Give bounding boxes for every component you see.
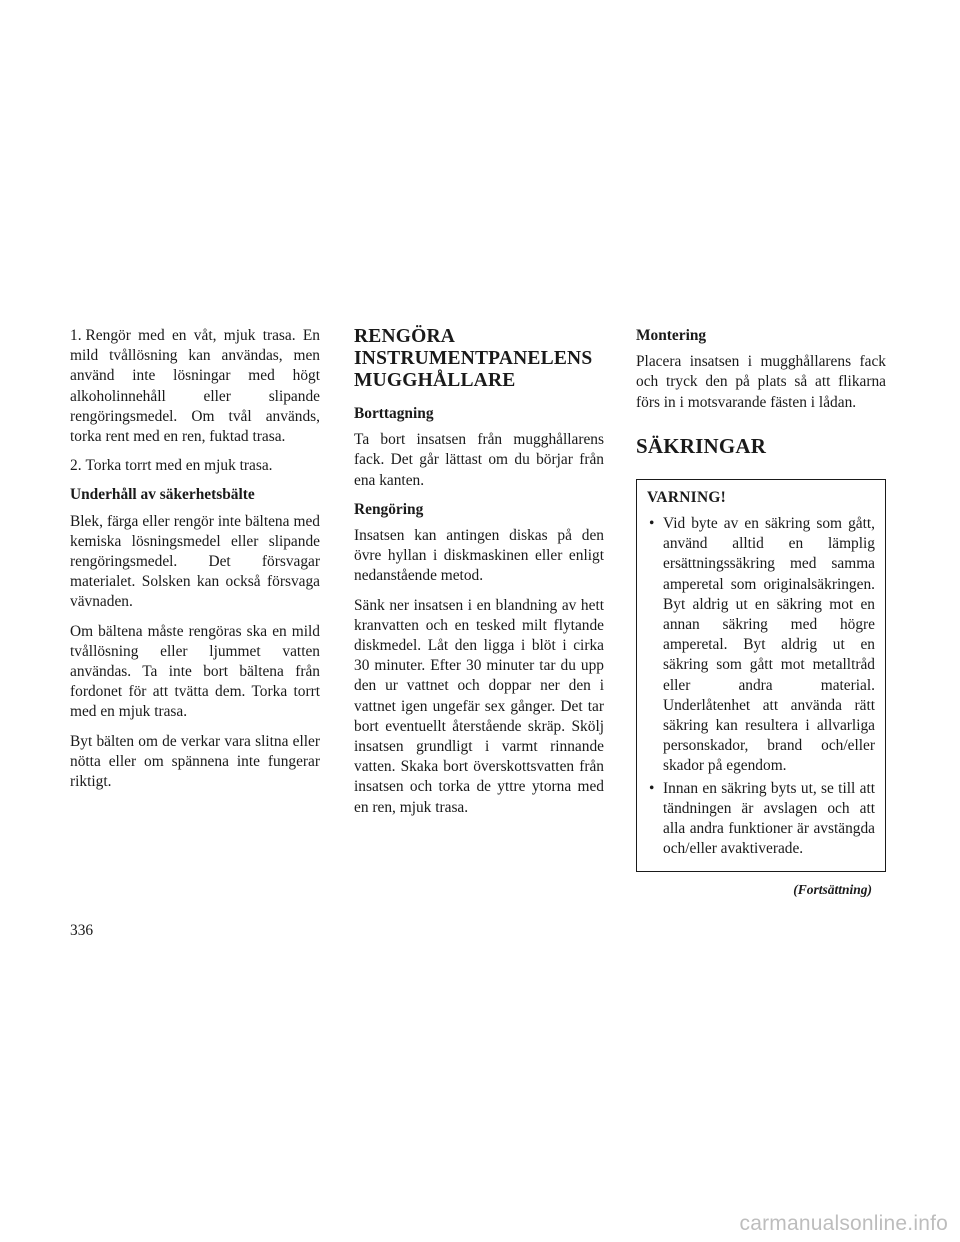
cleaning-paragraph-2: Sänk ner insatsen i en blandning av hett kranvatten och en tesked milt flytande diskmedel. Låt den ligga i blöt i cirka 30 minuter. Efter 30 minuter tar du upp den ur vattnet och doppar ner den i vattnet igen ungefär sex gånger. Det tar bort eventuellt återstående skräp. Skölj insatsen grundligt i varmt rinnande vatten. Skaka bort överskottsvatten från insatsen och torka de yttre ytorna med en ren, mjuk trasa. [354,596,604,816]
belt-paragraph-1: Blek, färga eller rengör inte bältena med kemiska lösningsmedel eller slipande rengöringsmedel. Det försvagar materialet. Solsken kan också försvaga vävnaden. [70,512,320,611]
watermark: carmanualsonline.info [739,1212,948,1235]
removal-heading: Borttagning [354,405,434,422]
mounting-paragraph: Placera insatsen i mugghållarens fack och tryck den på plats så att flikarna förs in i motsvarande fästen i lådan. [636,353,886,411]
bullet-icon: • [649,779,655,797]
step-1-number: 1. [70,327,82,344]
right-column [636,326,886,901]
warning-item-text: Vid byte av en säkring som gått, använd alltid en lämplig ersättningssäkring med samma amperetal som originalsäkringen. Byt aldrig ut en säkring mot en annan säkring med högre amperetal. Byt aldrig ut en säkring som gått mot metalltråd eller andra material. Underlåtenhet att använda rätt säkring kan resultera i allvarliga personskador, brand och/eller skador på egendom. [663,515,875,775]
cleaning-paragraph-1: Insatsen kan antingen diskas på den övre hyllan i diskmaskinen eller enligt nedanstående metod. [354,527,604,585]
cupholder-section-title: RENGÖRA INSTRUMENTPANELENS MUGGHÅLLARE [354,326,593,391]
belt-paragraph-2: Om bältena måste rengöras ska en mild tvållösning eller ljummet vatten användas. Ta inte bort bältena från fordonet för att tvätta dem. Torka torrt med en mjuk trasa. [70,622,320,721]
warning-item-text: Innan en säkring byts ut, se till att tändningen är avslagen och att alla andra funktioner är avstängda och/eller avaktiverade. [663,779,875,858]
belt-maintenance-heading: Underhåll av säkerhetsbälte [70,486,255,504]
bullet-icon: • [649,515,655,533]
fuses-section-title: SÄKRINGAR [636,433,767,458]
step-2-number: 2. [70,457,82,475]
mounting-heading: Montering [636,327,707,344]
step-2 [70,456,320,476]
step-1-text: Rengör med en våt, mjuk trasa. En mild tvållösning kan användas, men använd inte lösningar med högt alkoholinnehåll eller slipande rengöringsmedel. Om tvål används, torka rent med en ren, fuktad trasa. [70,327,320,446]
belt-paragraph-3: Byt bälten om de verkar vara slitna eller nötta eller om spännena inte fungerar riktigt. [70,732,320,791]
page-number: 336 [70,922,94,939]
step-1 [70,326,320,447]
warning-title: VARNING! [647,488,727,506]
warning-list [647,514,875,859]
step-2-text: Torka torrt med en mjuk trasa. [85,457,273,475]
cleaning-heading: Rengöring [354,500,424,518]
removal-paragraph: Ta bort insatsen från mugghållarens fack. Det går lättast om du börjar från ena kanten. [354,431,604,489]
middle-column [354,326,604,827]
warning-item [647,779,875,860]
warning-box [636,479,886,873]
warning-item [647,514,875,777]
left-column [70,326,320,801]
continued-label: (Fortsättning) [793,882,872,898]
